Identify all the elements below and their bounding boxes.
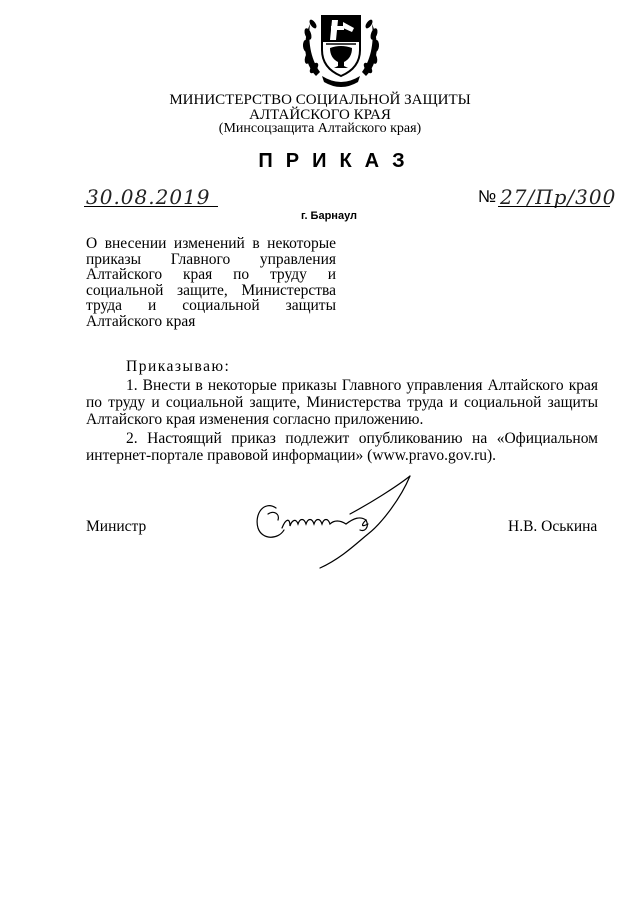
order-paragraph-2: 2. Настоящий приказ подлежит опубликованию на «Официальном интернет-портале правовой информации» (www.pravo.gov.ru). xyxy=(86,430,598,464)
ministry-name-line2: АЛТАЙСКОГО КРАЯ xyxy=(249,107,391,123)
ministry-short-name: (Минсоцзащита Алтайского края) xyxy=(218,121,422,136)
number-underline xyxy=(498,206,610,207)
orders-intro: Приказываю: xyxy=(126,358,231,375)
coat-of-arms-emblem xyxy=(296,6,386,90)
date-underline xyxy=(84,206,218,207)
document-title: ПРИКАЗ xyxy=(258,150,418,172)
signatory-name: Н.В. Оськина xyxy=(508,518,598,535)
ministry-name-line1: МИНИСТЕРСТВО СОЦИАЛЬНОЙ ЗАЩИТЫ xyxy=(169,92,471,108)
order-paragraph-1: 1. Внести в некоторые приказы Главного управления Алтайского края по труду и социальной защите, Министерства труда и социальной защиты Алтайского края изменения согласно приложению. xyxy=(86,377,598,428)
handwritten-signature xyxy=(250,470,420,575)
document-subject: О внесении изменений в некоторые приказы Главного управления Алтайского края по труду и социальной защите, Министерства труда и социальной защиты Алтайского края xyxy=(86,235,336,330)
signatory-position: Министр xyxy=(86,518,147,535)
number-sign: № xyxy=(478,187,497,206)
document-date: 30.08.2019 xyxy=(86,185,211,209)
document-number: 27/Пр/300 xyxy=(500,185,617,209)
document-city: г. Барнаул xyxy=(300,210,358,222)
